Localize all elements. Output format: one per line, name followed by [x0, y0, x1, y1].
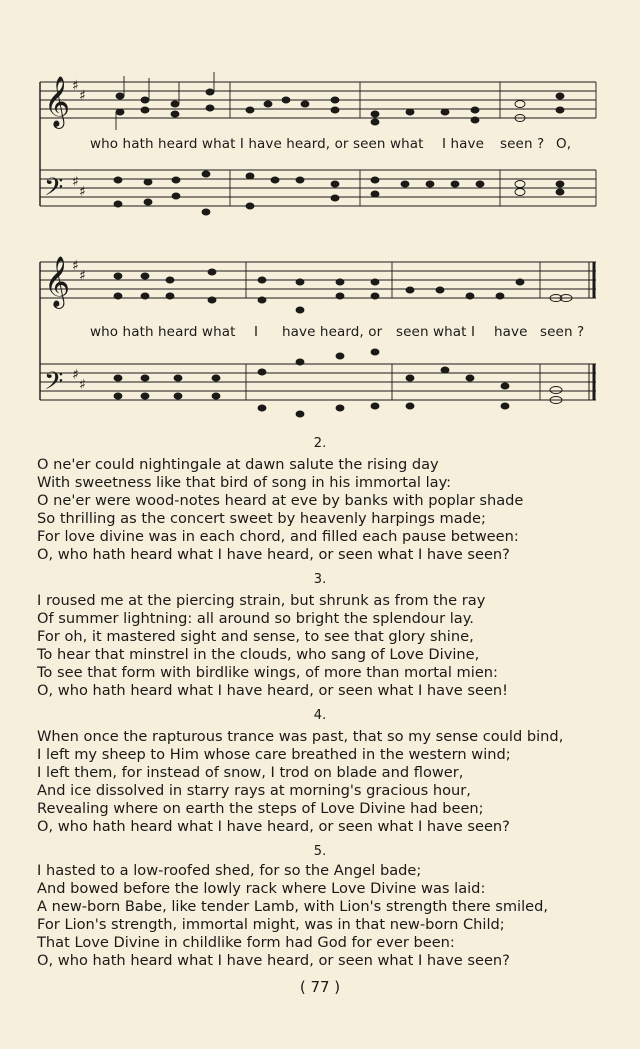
bass-clef-icon: 𝄢 [44, 367, 64, 402]
lyric-system2-c: have heard, or [282, 324, 383, 340]
lyric-system2-f: seen ? [540, 324, 585, 340]
verse-line: O, who hath heard what I have heard, or seen what I have seen? [37, 818, 510, 835]
verse-line: For love divine was in each chord, and filled each pause between: [37, 528, 519, 545]
verse-line: To hear that minstrel in the clouds, who sang of Love Divine, [37, 646, 480, 663]
verse-line: For Lion's strength, immortal might, was in that new-born Child; [37, 916, 505, 933]
verse-line: O, who hath heard what I have heard, or seen what I have seen! [37, 682, 509, 699]
lyric-system1-a: who hath heard what I have heard, or seen what [90, 136, 424, 152]
svg-text:♯: ♯ [79, 184, 86, 200]
verse-line: A new-born Babe, like tender Lamb, with Lion's strength there smiled, [37, 898, 549, 915]
svg-text:♯: ♯ [72, 78, 79, 94]
lyric-system2-a: who hath heard what [90, 324, 236, 340]
staff-system2-bass [40, 364, 596, 400]
verse-line: That Love Divine in childlike form had God for ever been: [37, 934, 455, 951]
verse-line: So thrilling as the concert sweet by heavenly harpings made; [37, 510, 486, 527]
verse-line: O ne'er could nightingale at dawn salute the rising day [37, 456, 439, 473]
staff-system2-treble [40, 262, 596, 298]
lyric-system1-c: seen ? [500, 136, 545, 152]
verse-number: 4. [313, 708, 327, 723]
verse-number: 5. [313, 844, 327, 859]
bass-clef-icon: 𝄢 [44, 173, 64, 208]
verse-line: I left my sheep to Him whose care breathed in the western wind; [37, 746, 511, 763]
verse-line: Revealing where on earth the steps of Love Divine had been; [37, 800, 484, 817]
verse-line: I roused me at the piercing strain, but shrunk as from the ray [37, 592, 486, 609]
verse-line: O, who hath heard what I have heard, or seen what I have seen? [37, 546, 510, 563]
svg-text:♯: ♯ [79, 88, 86, 104]
svg-text:♯: ♯ [72, 367, 79, 383]
verse-line: O ne'er were wood-notes heard at eve by banks with poplar shade [37, 492, 524, 509]
lyric-system2-e: have [494, 324, 528, 340]
verse-number: 3. [313, 572, 327, 587]
verse-line: To see that form with birdlike wings, of more than mortal mien: [37, 664, 498, 681]
svg-text:♯: ♯ [72, 174, 79, 190]
verse-line: And ice dissolved in starry rays at morning's gracious hour, [37, 782, 471, 799]
lyric-system2-b: I [254, 324, 259, 340]
verse-line: I left them, for instead of snow, I trod on blade and flower, [37, 764, 464, 781]
svg-text:♯: ♯ [72, 258, 79, 274]
treble-clef-icon: 𝄞 [44, 76, 71, 127]
lyric-system1-b: I have [442, 136, 484, 152]
verse-line: For oh, it mastered sight and sense, to see that glory shine, [37, 628, 474, 645]
page-number: ( 77 ) [299, 978, 341, 996]
svg-text:♯: ♯ [79, 268, 86, 284]
verse-line: O, who hath heard what I have heard, or seen what I have seen? [37, 952, 510, 969]
verse-line: Of summer lightning: all around so bright the splendour lay. [37, 610, 474, 627]
treble-clef-icon: 𝄞 [44, 256, 71, 307]
verse-line: And bowed before the lowly rack where Love Divine was laid: [37, 880, 486, 897]
lyric-system2-d: seen what I [396, 324, 476, 340]
lyric-system1-d: O, [556, 136, 572, 152]
music-score [0, 0, 640, 440]
staff-system1-bass [40, 170, 596, 206]
svg-text:♯: ♯ [79, 377, 86, 393]
verse-number: 2. [313, 436, 327, 451]
verse-line: With sweetness like that bird of song in his immortal lay: [37, 474, 452, 491]
verse-line: I hasted to a low-roofed shed, for so the Angel bade; [37, 862, 422, 879]
verse-line: When once the rapturous trance was past, that so my sense could bind, [37, 728, 564, 745]
